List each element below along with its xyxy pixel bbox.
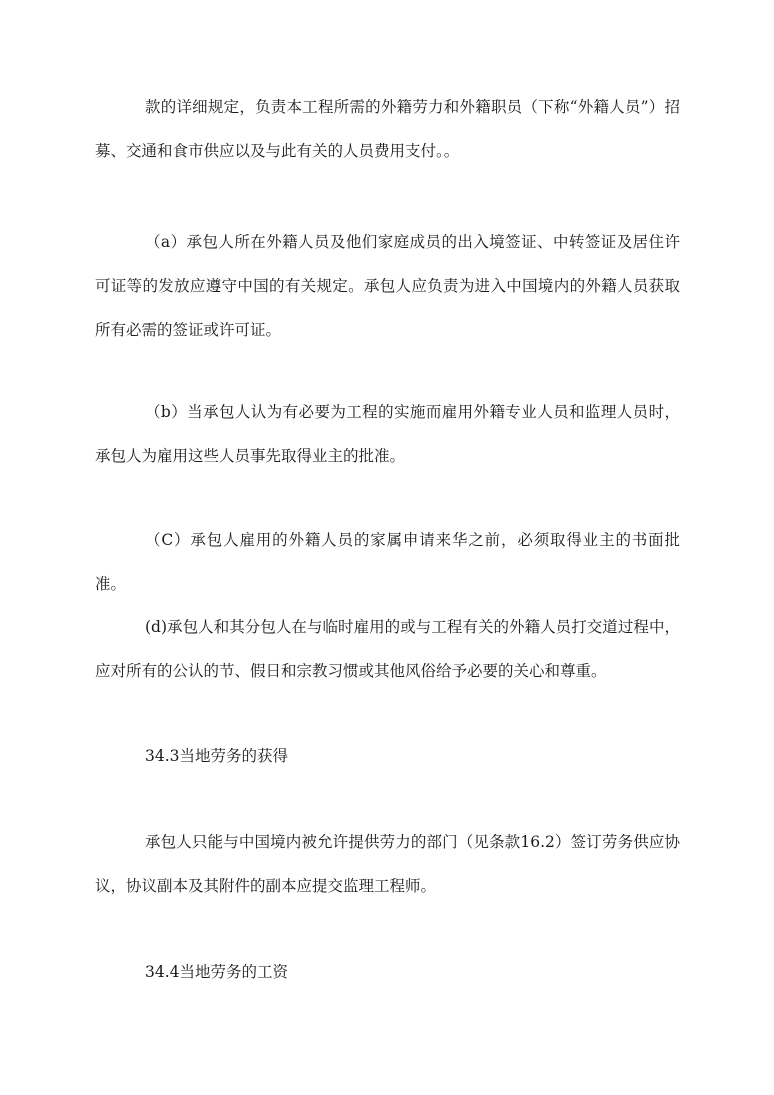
paragraph-item-a-visas: （a）承包人所在外籍人员及他们家庭成员的出入境签证、中转签证及居住许可证等的发放应遵守中国的有关规定。承包人应负责为进入中国境内的外籍人员获取所有必需的签证或许可证。 <box>95 233 680 339</box>
paragraph-item-c-family-approval: （C）承包人雇用的外籍人员的家属申请来华之前，必须取得业主的书面批准。 <box>95 531 680 593</box>
section-heading-34-3: 34.3当地劳务的获得 <box>145 747 289 765</box>
section-heading-34-4: 34.4当地劳务的工资 <box>145 963 289 981</box>
paragraph-foreign-staff-recruitment: 款的详细规定，负责本工程所需的外籍劳力和外籍职员（下称“外籍人员”）招募、交通和食市供应以及与此有关的人员费用支付。。 <box>95 98 680 160</box>
paragraph-item-d-customs-respect: (d)承包人和其分包人在与临时雇用的或与工程有关的外籍人员打交道过程中，应对所有的公认的节、假日和宗教习惯或其他风俗给予必要的关心和尊重。 <box>95 618 680 680</box>
paragraph-item-b-hiring-approval: （b）当承包人认为有必要为工程的实施而雇用外籍专业人员和监理人员时，承包人为雇用这些人员事先取得业主的批准。 <box>95 403 680 465</box>
paragraph-34-3-labor-agreement: 承包人只能与中国境内被允许提供劳力的部门（见条款16.2）签订劳务供应协议，协议副本及其附件的副本应提交监理工程师。 <box>95 833 680 895</box>
